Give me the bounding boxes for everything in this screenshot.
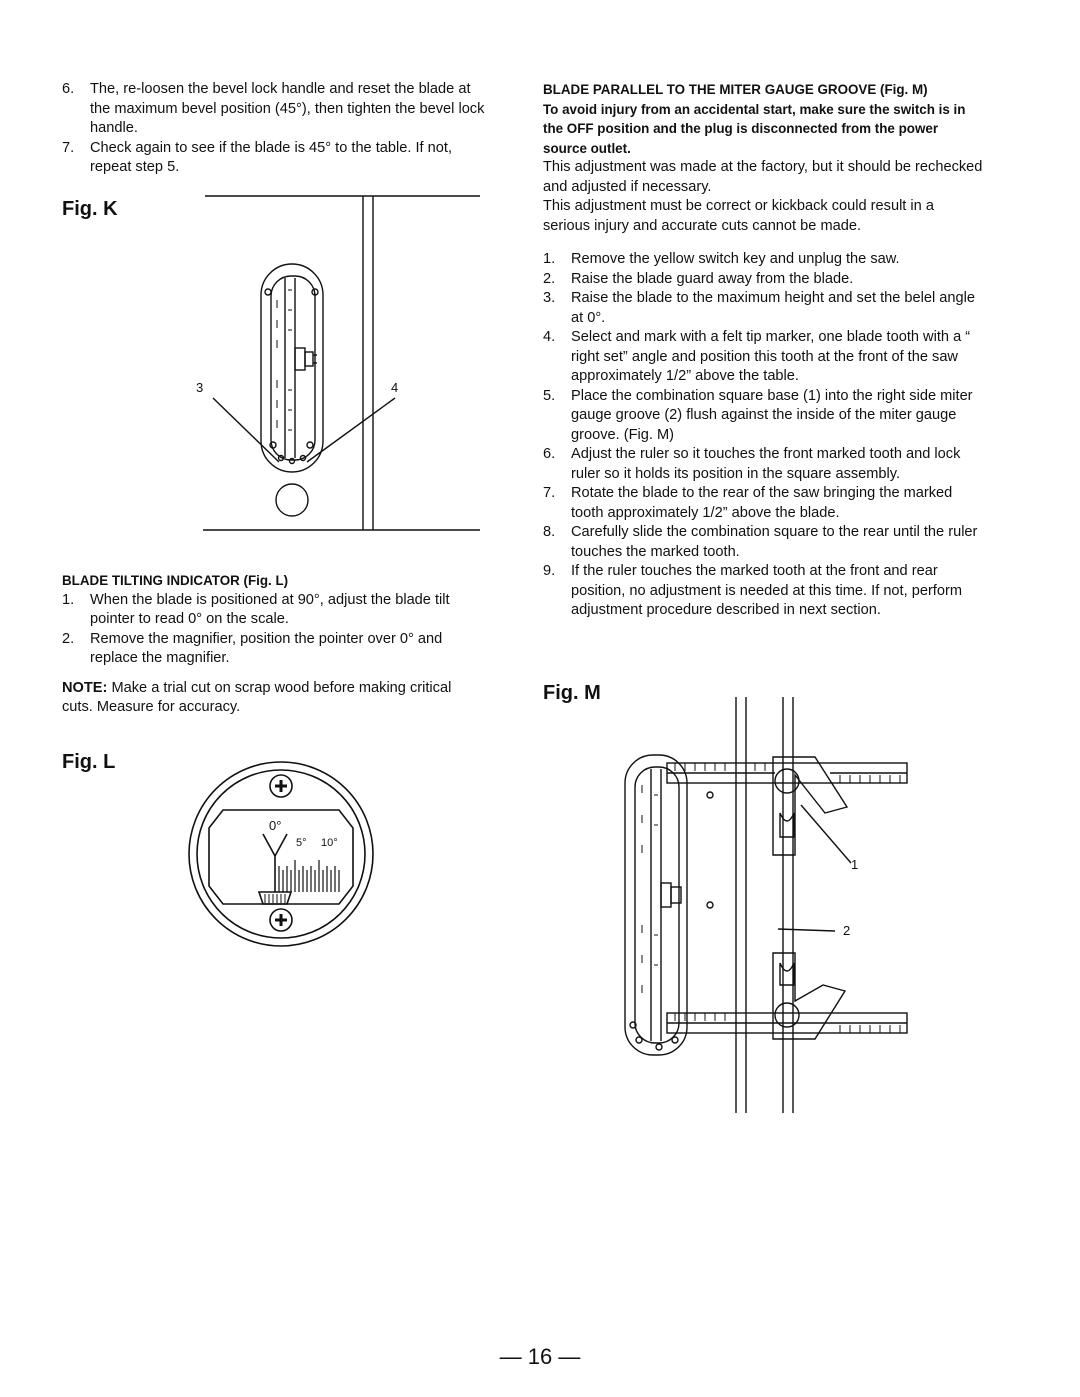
list-item — [543, 484, 985, 523]
step-text: The, re-loosen the bevel lock handle and reset the blade at the maximum bevel position (45°), then tighten the bevel lock handle. — [90, 81, 485, 136]
blade-parallel-steps — [543, 250, 985, 621]
list-item — [543, 445, 985, 484]
step-text: Rotate the blade to the rear of the saw bringing the marked tooth approximately 1/2” above the blade. — [571, 485, 953, 521]
fig-l-illustration — [183, 760, 379, 950]
step-number: 6. — [62, 81, 75, 97]
note-label: NOTE: — [62, 679, 108, 696]
fig-m-illustration — [615, 695, 915, 1115]
fig-k-illustration — [195, 190, 485, 535]
safety-warning: To avoid injury from an accidental start, make sure the switch is in the OFF position and the plug is disconnected from the power source outlet. — [543, 101, 966, 156]
list-item — [543, 250, 985, 270]
intro-paragraph-2: This adjustment must be correct or kickback could result in a serious injury and accurate cuts cannot be made. — [543, 198, 934, 234]
callout-1: 1 — [851, 857, 859, 872]
note-paragraph — [62, 679, 486, 718]
fig-m-title: Fig. M — [543, 682, 601, 704]
scale-label-10: 10° — [321, 837, 338, 849]
step-number: 6. — [543, 446, 556, 462]
step-number: 8. — [543, 524, 556, 540]
step-number: 1. — [543, 251, 556, 267]
step-text: Raise the blade guard away from the blade. — [571, 270, 854, 287]
step-text: Raise the blade to the maximum height and set the belel angle at 0°. — [571, 290, 976, 326]
callout-2: 2 — [843, 923, 851, 938]
intro-paragraph-1: This adjustment was made at the factory, but it should be rechecked and adjusted if necessary. — [543, 159, 983, 195]
step-number: 4. — [543, 329, 556, 345]
list-item — [543, 270, 985, 290]
step-number: 2. — [543, 270, 556, 287]
fig-l-title: Fig. L — [62, 751, 116, 773]
left-column — [62, 80, 486, 178]
step-text: Select and mark with a felt tip marker, one blade tooth with a “ right set” angle and position this tooth at the front of the saw approximately 1/2” above the table. — [571, 329, 971, 384]
scale-label-0: 0° — [269, 818, 282, 833]
step-text: Carefully slide the combination square to the rear until the ruler touches the marked tooth. — [571, 524, 978, 560]
step-number: 1. — [62, 591, 75, 608]
step-text: Place the combination square base (1) into the right side miter gauge groove (2) flush against the inside of the miter gauge groove. (Fig. M) — [571, 387, 973, 443]
blade-tilting-section — [62, 571, 486, 718]
fig-k-title: Fig. K — [62, 198, 118, 220]
blade-parallel-heading: BLADE PARALLEL TO THE MITER GAUGE GROOVE (Fig. M) — [543, 82, 928, 97]
right-column — [543, 80, 985, 621]
step-text: If the ruler touches the marked tooth at the front and rear position, no adjustment is needed at this time. If not, perform adjustment procedure described in next section. — [571, 563, 962, 618]
note-text: Make a trial cut on scrap wood before making critical cuts. Measure for accuracy. — [62, 679, 452, 715]
step-number: 7. — [62, 139, 75, 156]
step-text: Check again to see if the blade is 45° to the table. If not, repeat step 5. — [90, 139, 452, 175]
list-item — [62, 139, 486, 178]
list-item — [543, 562, 985, 621]
step-number: 5. — [543, 387, 556, 404]
step-number: 7. — [543, 485, 556, 501]
blade-tilting-heading: BLADE TILTING INDICATOR (Fig. L) — [62, 573, 289, 588]
callout-4: 4 — [391, 380, 399, 395]
step-text: Adjust the ruler so it touches the front marked tooth and lock ruler so it holds its position in the square assembly. — [571, 446, 961, 482]
list-item — [62, 80, 486, 139]
list-item — [543, 387, 985, 446]
callout-3: 3 — [196, 380, 204, 395]
page-number: — 16 — — [499, 1344, 581, 1369]
bevel-steps-list — [62, 80, 486, 178]
step-number: 2. — [62, 630, 75, 647]
scale-label-5: 5° — [296, 837, 307, 849]
list-item — [62, 591, 486, 630]
list-item — [543, 289, 985, 328]
step-number: 3. — [543, 290, 556, 306]
blade-tilting-steps — [62, 591, 486, 669]
list-item — [543, 523, 985, 562]
step-text: Remove the magnifier, position the pointer over 0° and replace the magnifier. — [90, 630, 443, 666]
step-text: Remove the yellow switch key and unplug the saw. — [571, 251, 900, 267]
step-text: When the blade is positioned at 90°, adjust the blade tilt pointer to read 0° on the scale. — [90, 591, 450, 627]
list-item — [62, 630, 486, 669]
list-item — [543, 328, 985, 387]
step-number: 9. — [543, 563, 556, 579]
